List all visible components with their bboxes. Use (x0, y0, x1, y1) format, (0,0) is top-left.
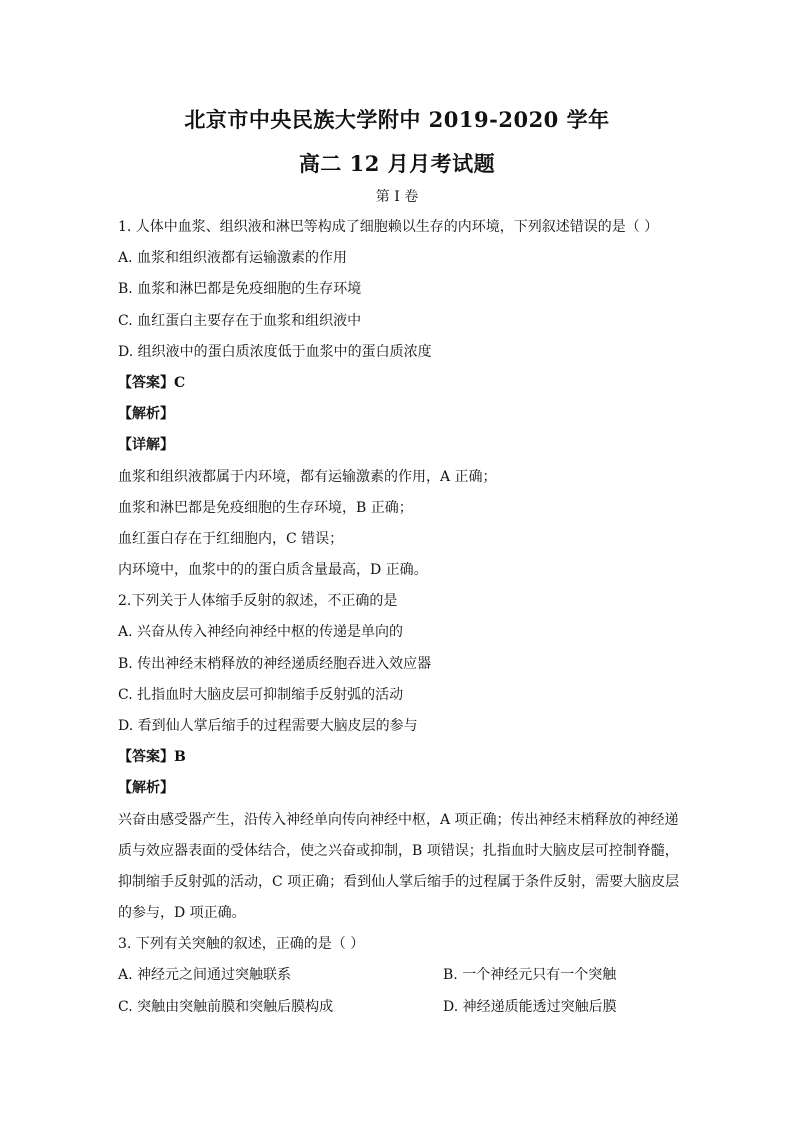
q1-explanation-line: 内环境中，血浆中的的蛋白质含量最高，D 正确。 (118, 562, 428, 578)
q1-stem: 1. 人体中血浆、组织液和淋巴等构成了细胞赖以生存的内环境，下列叙述错误的是（ ） (118, 219, 659, 235)
q3-option-b: B. 一个神经元只有一个突触 (443, 967, 617, 983)
q2-answer: 【答案】B (118, 749, 186, 765)
q3-option-c: C. 突触由突触前膜和突触后膜构成 (118, 999, 334, 1015)
volume-label: 第 I 卷 (375, 189, 419, 205)
q1-option-c: C. 血红蛋白主要存在于血浆和组织液中 (118, 313, 362, 329)
q2-option-c: C. 扎指血时大脑皮层可抑制缩手反射弧的活动 (118, 687, 404, 703)
q2-option-b: B. 传出神经末梢释放的神经递质经胞吞进入效应器 (118, 656, 432, 672)
q1-analysis-label: 【解析】 (118, 406, 174, 422)
q3-option-d: D. 神经递质能透过突触后膜 (443, 999, 617, 1015)
q1-answer: 【答案】C (118, 375, 186, 391)
q2-analysis-label: 【解析】 (118, 780, 174, 796)
q1-option-a: A. 血浆和组织液都有运输激素的作用 (118, 250, 348, 266)
q1-option-d: D. 组织液中的蛋白质浓度低于血浆中的蛋白质浓度 (118, 344, 432, 360)
q2-explanation-line: 的参与，D 项正确。 (118, 905, 246, 921)
q2-option-d: D. 看到仙人掌后缩手的过程需要大脑皮层的参与 (118, 718, 418, 734)
q1-option-b: B. 血浆和淋巴都是免疫细胞的生存环境 (118, 281, 362, 297)
q2-explanation-line: 质与效应器表面的受体结合，使之兴奋或抑制，B 项错误；扎指血时大脑皮层可控制脊髓， (118, 843, 679, 859)
q1-explanation-line: 血红蛋白存在于红细胞内，C 错误； (118, 531, 344, 547)
q2-explanation-line: 兴奋由感受器产生，沿传入神经单向传向神经中枢，A 项正确；传出神经末梢释放的神经递 (118, 812, 679, 828)
page-title: 北京市中央民族大学附中 2019-2020 学年 (184, 107, 610, 132)
q2-stem: 2.下列关于人体缩手反射的叙述，不正确的是 (118, 593, 398, 609)
q1-explanation-line: 血浆和淋巴都是免疫细胞的生存环境，B 正确； (118, 500, 413, 516)
q3-option-a: A. 神经元之间通过突触联系 (118, 967, 292, 983)
q2-option-a: A. 兴奋从传入神经向神经中枢的传递是单向的 (118, 624, 404, 640)
q1-explanation-line: 血浆和组织液都属于内环境，都有运输激素的作用，A 正确； (118, 469, 497, 485)
q1-detail-label: 【详解】 (118, 437, 174, 453)
q2-explanation-line: 抑制缩手反射弧的活动，C 项正确；看到仙人掌后缩手的过程属于条件反射，需要大脑皮层 (118, 874, 680, 890)
q3-stem: 3. 下列有关突触的叙述，正确的是（ ） (118, 936, 365, 952)
page-subtitle: 高二 12 月月考试题 (298, 151, 496, 176)
